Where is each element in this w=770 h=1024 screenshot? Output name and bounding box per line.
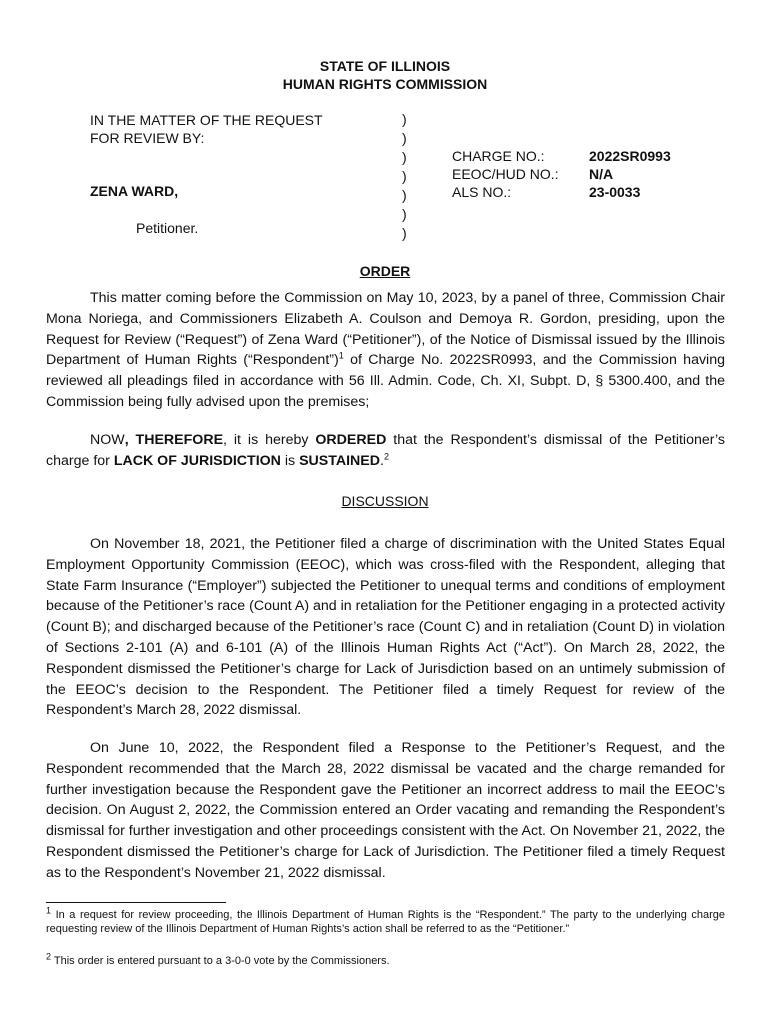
- caption-matter-line2: FOR REVIEW BY:: [90, 130, 205, 146]
- order-title: ORDER: [359, 263, 411, 279]
- als-label: ALS NO.:: [452, 184, 512, 200]
- footnote-2-text: This order is entered pursuant to a 3-0-0 vote by the Commissioners.: [51, 955, 390, 967]
- hereby-text: , it is hereby: [223, 432, 316, 448]
- order-paragraph-2: [46, 430, 725, 472]
- charge-label: CHARGE NO.:: [452, 148, 545, 164]
- footnote-divider: [46, 902, 226, 903]
- discussion-title: DISCUSSION: [341, 493, 429, 509]
- petitioner-name: ZENA WARD,: [90, 183, 179, 199]
- footnote-ref-1: 1: [338, 350, 344, 361]
- eeoc-label: EEOC/HUD NO.:: [452, 166, 559, 182]
- discussion-paragraph-1: [46, 534, 725, 721]
- order-p1-text: This matter coming before the Commission on May 10, 2023, by a panel of three, Commission Chair Mona Noriega, and Commissioners Elizabeth A. Coulson and Demoya R. Gordon, presiding, upon the Request for Review (“Request”) of Zena Ward (“Petitioner”), of the Notice of Dismissal issued by the Illinois Department of Human Rights (“Respondent”): [46, 290, 725, 369]
- footnote-1: [46, 905, 725, 936]
- caption-parens: ) ) ) ) ) ) ): [402, 111, 407, 241]
- footnote-ref-2: 2: [383, 451, 389, 462]
- order-paragraph-1: [46, 288, 725, 413]
- lack-of-jurisdiction-text: LACK OF JURISDICTION: [113, 452, 281, 469]
- therefore-text: , THEREFORE: [124, 432, 224, 448]
- is-text: is: [280, 452, 300, 469]
- caption-matter-line1: IN THE MATTER OF THE REQUEST: [90, 112, 323, 128]
- eeoc-value: N/A: [589, 166, 614, 182]
- heading-commission: HUMAN RIGHTS COMMISSION: [282, 76, 488, 92]
- charge-value: 2022SR0993: [589, 148, 671, 164]
- discussion-paragraph-2: [46, 738, 725, 884]
- now-text: NOW: [90, 432, 125, 448]
- footnote-2: [46, 951, 725, 969]
- ordered-text: ORDERED: [315, 432, 387, 448]
- petitioner-role: Petitioner.: [136, 220, 199, 236]
- als-value: 23-0033: [589, 184, 641, 200]
- footnote-1-mark: 1: [46, 905, 52, 916]
- sustained-text: SUSTAINED: [299, 452, 381, 469]
- footnote-1-text: In a request for review proceeding, the Illinois Department of Human Rights is the “Respondent.” The party to the underlying charge requesting review of the Illinois Department of Human Rights’s action shall be referred to as the “Petitioner.”: [46, 909, 725, 935]
- period-text: .: [380, 452, 384, 469]
- dismissal-text: that the Respondent’s dismissal of the Petitioner’s charge for: [46, 432, 725, 469]
- footnote-2-mark: 2: [46, 951, 52, 962]
- order-p1-text2: of Charge No. 2022SR0993, and the Commission having reviewed all pleadings filed in accordance with 56 Ill. Admin. Code, Ch. XI, Subpt. D, § 5300.400, and the Commission being fully advised upon the premises;: [46, 352, 725, 410]
- discussion-p2-text: On June 10, 2022, the Respondent filed a Response to the Petitioner’s Request, and the Respondent recommended that the March 28, 2022 dismissal be vacated and the charge remanded for further investigation because the Respondent gave the Petitioner an incorrect address to mail the EEOC’s decision. On August 2, 2022, the Commission entered an Order vacating and remanding the Respondent’s dismissal for further investigation and other proceedings consistent with the Act. On November 21, 2022, the Respondent dismissed the Petitioner’s charge for Lack of Jurisdiction. The Petitioner filed a timely Request as to the Respondent’s November 21, 2022 dismissal.: [46, 740, 726, 881]
- heading-state: STATE OF ILLINOIS: [319, 58, 451, 74]
- discussion-p1-text: On November 18, 2021, the Petitioner filed a charge of discrimination with the United States Equal Employment Opportunity Commission (EEOC), which was cross-filed with the Respondent, alleging that State Farm Insurance (“Employer”) subjected the Petitioner to unequal terms and conditions of employment because of the Petitioner’s race (Count A) and in retaliation for the Petitioner engaging in a protected activity (Count B); and discharged because of the Petitioner’s race (Count C) and in retaliation (Count D) in violation of Sections 2-101 (A) and 6-101 (A) of the Illinois Human Rights Act (“Act”). On March 28, 2022, the Respondent dismissed the Petitioner’s charge for Lack of Jurisdiction based on an untimely submission of the EEOC’s decision to the Respondent. The Petitioner filed a timely Request for review of the Respondent’s March 28, 2022 dismissal.: [46, 536, 725, 719]
